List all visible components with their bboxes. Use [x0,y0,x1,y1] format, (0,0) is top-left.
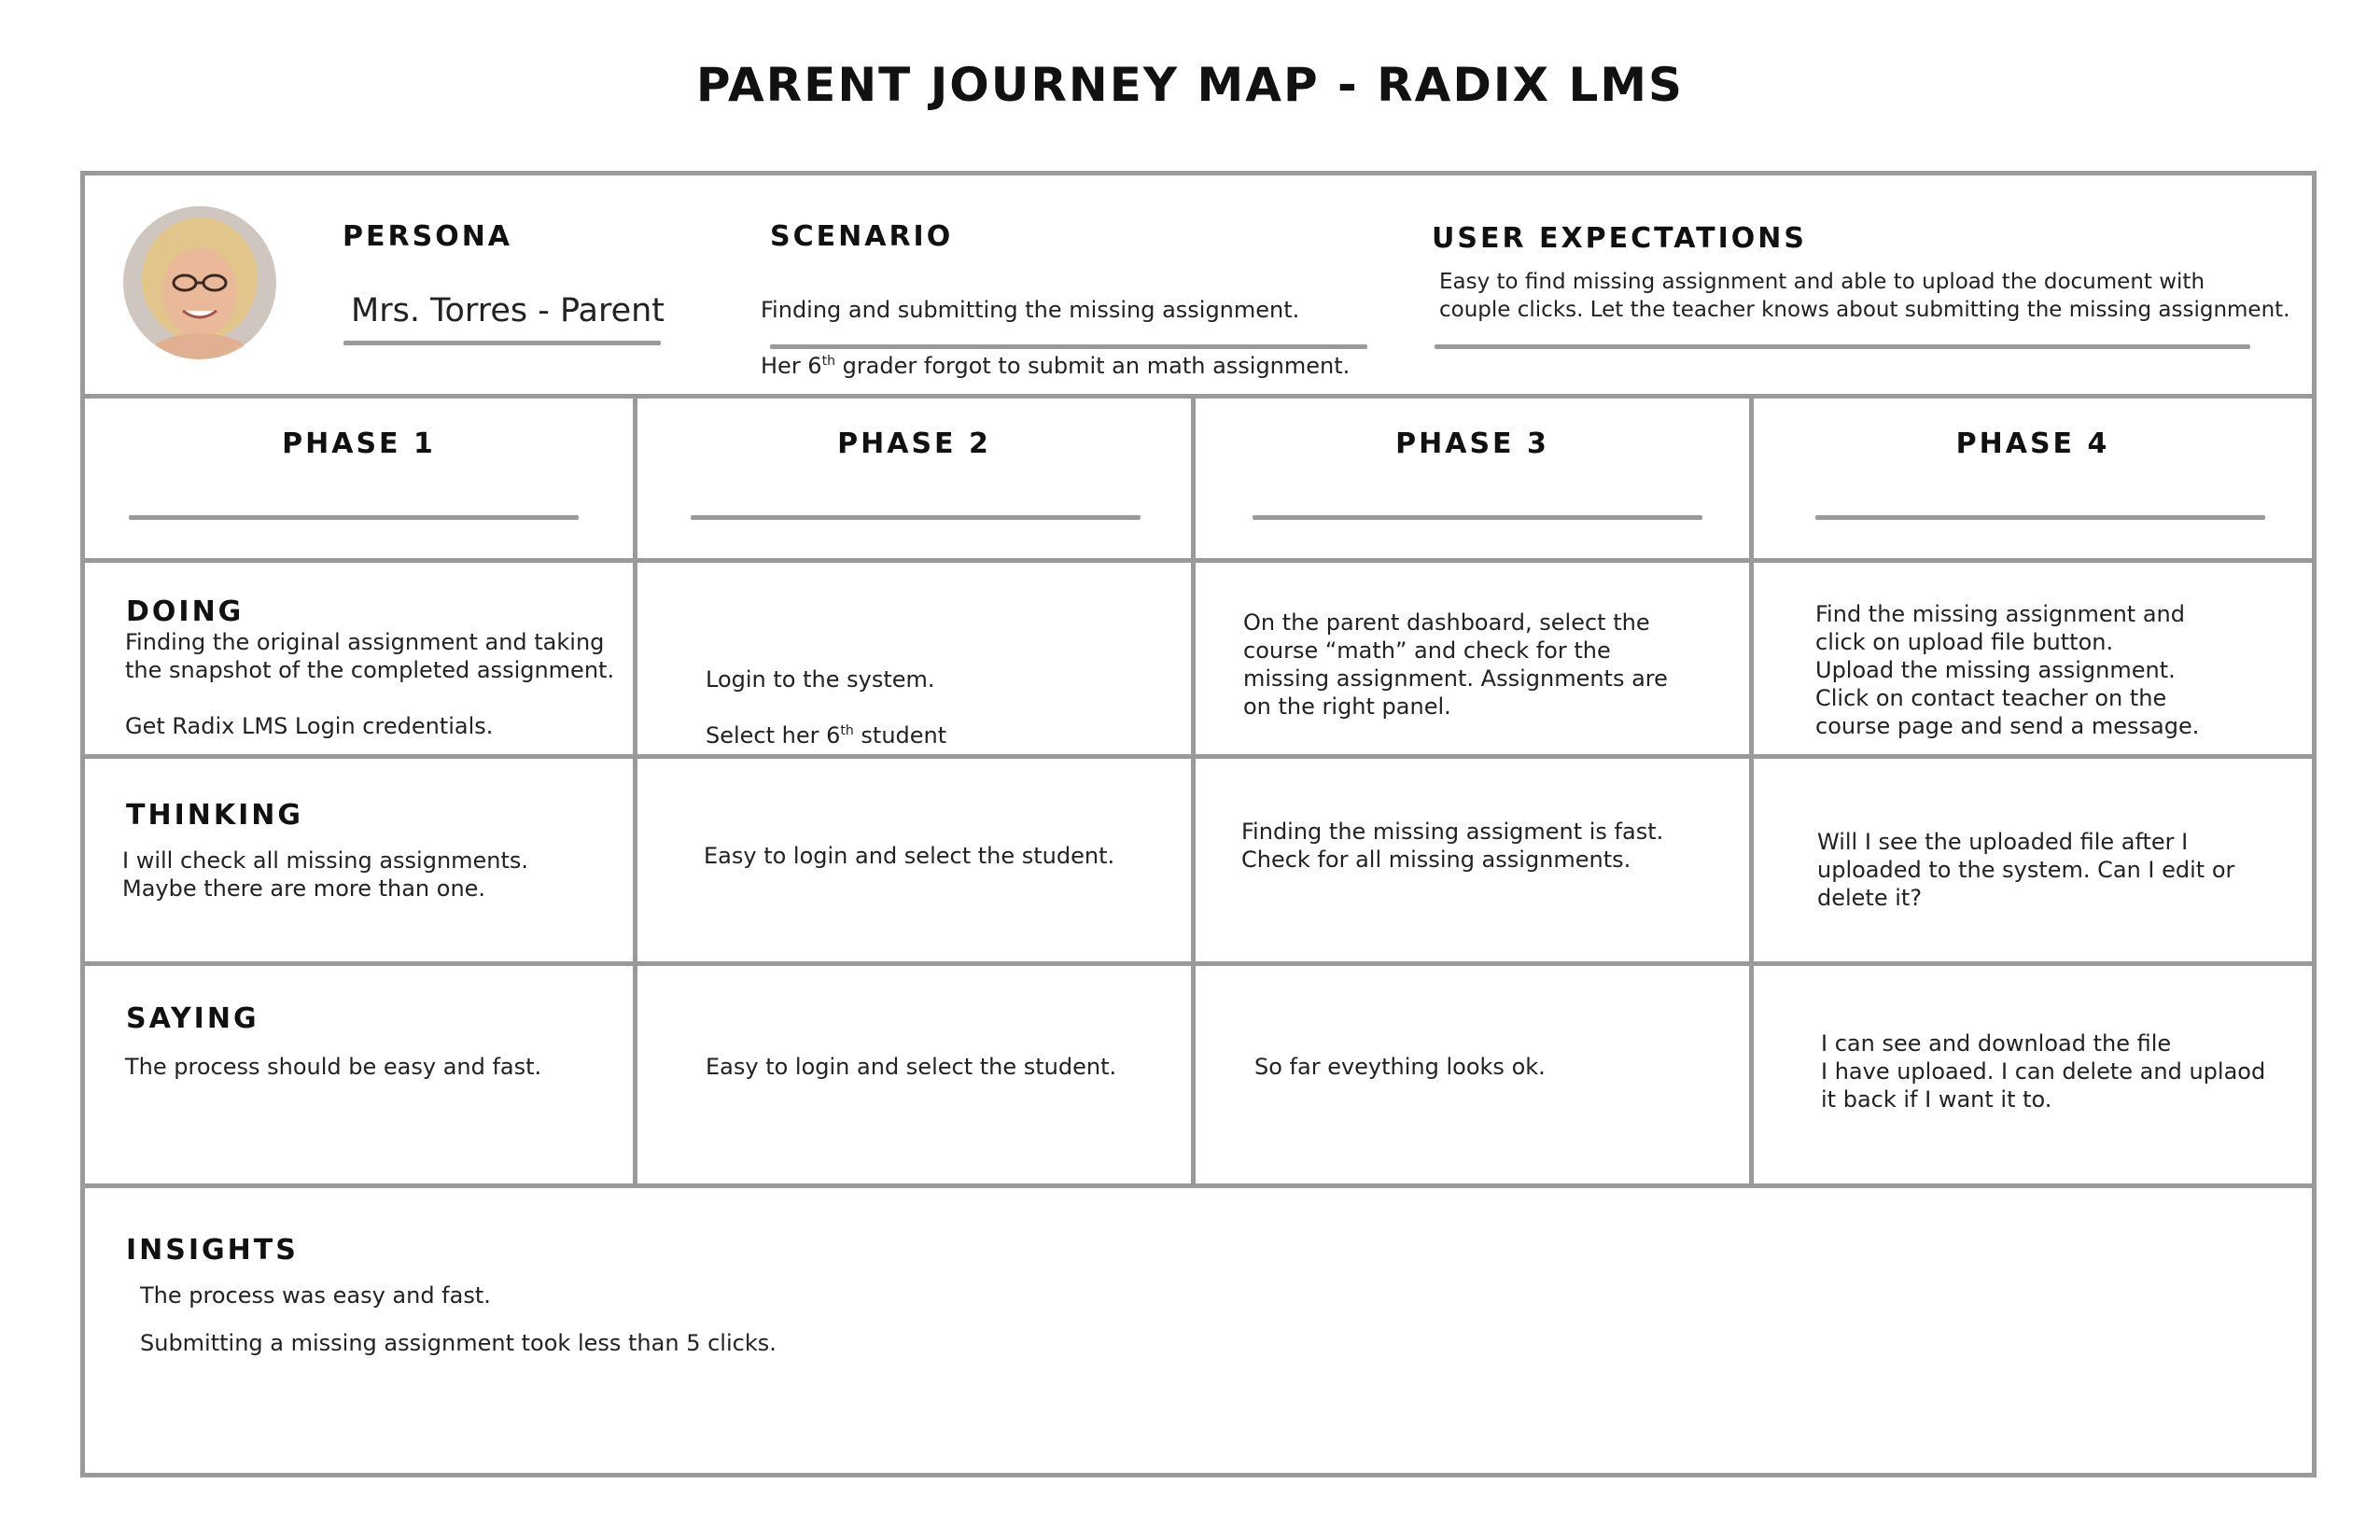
phase-3-underline [1253,515,1702,520]
frame-bottom [80,1473,2317,1477]
column-divider-1 [633,394,637,1188]
divider-doing [80,754,2317,759]
phase-2-underline [691,515,1141,520]
saying-phase-4: I can see and download the file I have uploaed. I can delete and uplaod it back if I want it to. [1821,1030,2266,1113]
divider-phases [80,558,2317,563]
doing-phase-2-line-2: Select her 6th student [706,722,947,749]
phase-4-title: PHASE 4 [1955,427,2110,460]
saying-phase-2: Easy to login and select the student. [706,1054,1117,1080]
saying-heading: SAYING [126,1002,259,1035]
phase-1-underline [129,515,579,520]
phase-1-title: PHASE 1 [282,427,436,460]
phase-3-title: PHASE 3 [1395,427,1549,460]
scenario-text [761,268,1350,408]
persona-photo-icon [123,206,276,359]
persona-name: Mrs. Torres - Parent [351,292,665,329]
frame-top [80,171,2317,175]
insights-heading: INSIGHTS [126,1234,299,1267]
thinking-heading: THINKING [126,799,303,832]
scenario-underline [770,344,1367,349]
column-divider-3 [1749,394,1754,1188]
thinking-phase-4: Will I see the uploaded file after I uploaded to the system. Can I edit or delete it? [1817,829,2235,911]
thinking-phase-1: I will check all missing assignments. Maybe there are more than one. [122,847,529,902]
persona-underline [343,341,661,345]
thinking-phase-2: Easy to login and select the student. [704,843,1115,869]
doing-heading: DOING [126,595,245,628]
divider-saying [80,1183,2317,1188]
persona-heading: PERSONA [343,220,513,253]
expectations-text: Easy to find missing assignment and able to upload the document with couple clicks. Let the teacher knows about submitting the missing assignment. [1439,270,2290,322]
divider-thinking [80,961,2317,966]
saying-phase-1: The process should be easy and fast. [125,1054,542,1080]
phase-2-title: PHASE 2 [837,427,991,460]
phase-4-underline [1815,515,2265,520]
column-divider-2 [1191,394,1196,1188]
frame-left [80,171,85,1477]
doing-phase-2-line-1: Login to the system. [706,666,935,693]
scenario-line-2: Her 6th grader forgot to submit an math assignment. [761,353,1351,379]
insights-line-1: The process was easy and fast. [140,1282,491,1309]
doing-phase-2 [706,637,946,777]
doing-phase-3: On the parent dashboard, select the course “math” and check for the missing assignment. Assignments are on the right panel. [1243,609,1668,720]
doing-phase-1: Finding the original assignment and taking the snapshot of the completed assignment. Get Radix LMS Login credentials. [125,629,615,739]
persona-avatar [123,206,276,359]
expectations-heading: USER EXPECTATIONS [1432,222,1807,255]
doing-phase-4: Find the missing assignment and click on upload file button. Upload the missing assignment. Click on contact teacher on the course page and send a message. [1815,601,2200,739]
scenario-heading: SCENARIO [770,220,954,253]
expectations-underline [1435,344,2250,349]
thinking-phase-3: Finding the missing assigment is fast. Check for all missing assignments. [1241,819,1664,873]
scenario-line-1: Finding and submitting the missing assignment. [761,297,1300,323]
page-title: PARENT JOURNEY MAP - RADIX LMS [695,58,1685,112]
insights-line-2: Submitting a missing assignment took less than 5 clicks. [140,1330,777,1356]
frame-right [2312,171,2317,1477]
saying-phase-3: So far eveything looks ok. [1254,1054,1546,1080]
